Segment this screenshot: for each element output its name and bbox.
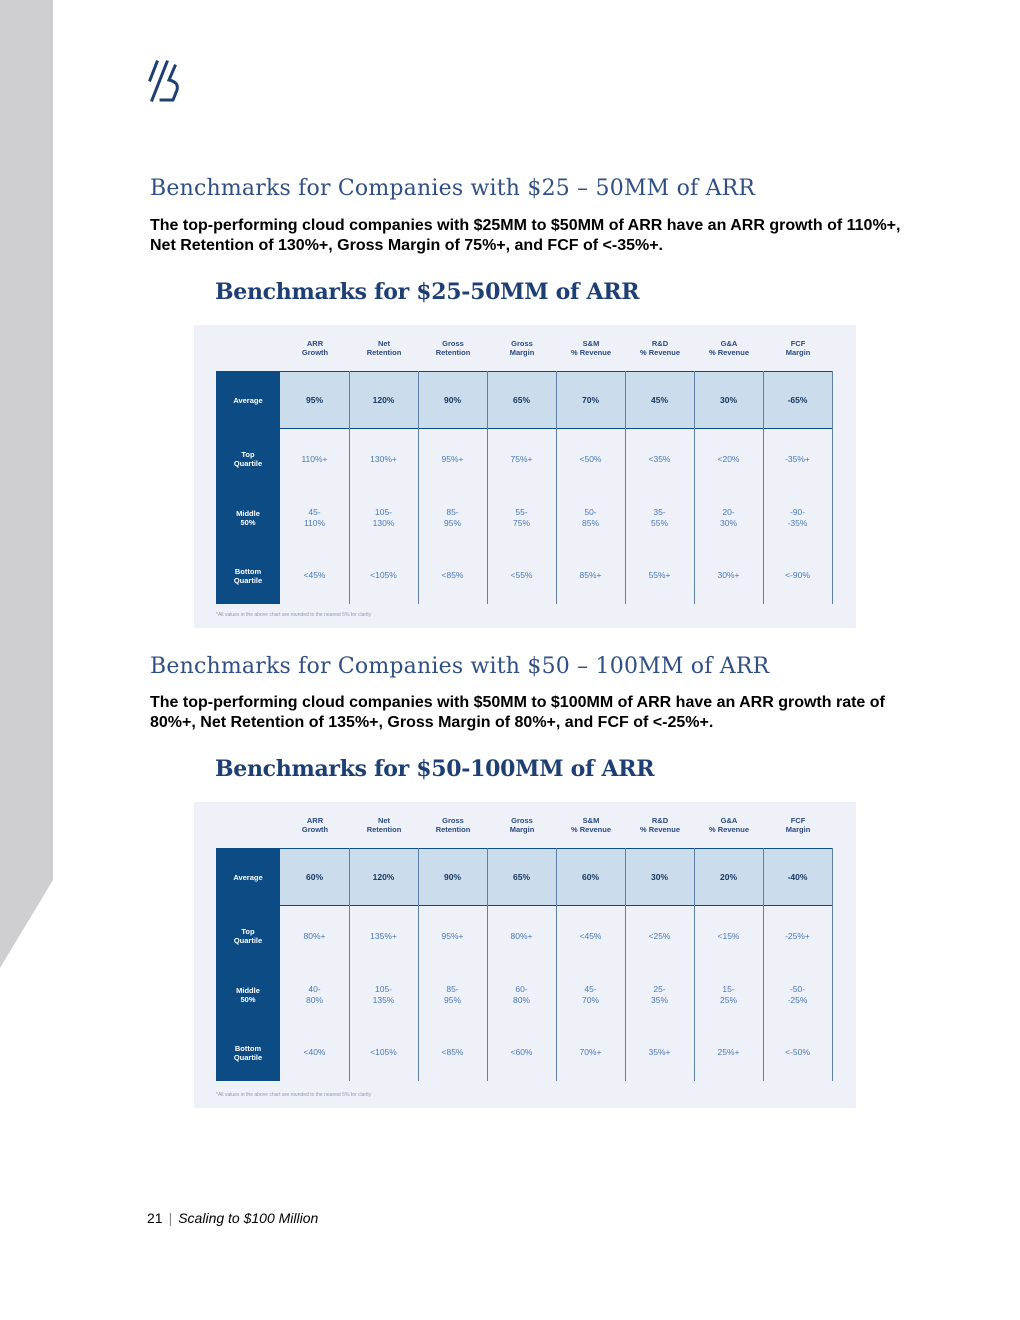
table-cell: 45% — [650, 394, 668, 405]
table-cell: 85%+ — [579, 570, 602, 580]
table-cell: <45% — [303, 570, 326, 580]
column-header: Net Retention — [366, 816, 402, 834]
table-cell: <35% — [648, 453, 671, 464]
column-header: Gross Retention — [435, 339, 471, 357]
table-cell: 95%+ — [441, 930, 464, 941]
row-label: Middle 50% — [236, 986, 260, 1004]
table-cell: <45% — [579, 930, 602, 941]
section-paragraph: The top-performing cloud companies with $50MM to $100MM of ARR have an ARR growth rate of 80%+, Net Retention of 135%+, Gross Margin of 80%+, and FCF of <-25%+. — [150, 694, 885, 731]
table-cell: 60% — [305, 871, 323, 882]
row-label: Bottom Quartile — [233, 1043, 263, 1062]
table-cell: 45- 70% — [581, 984, 599, 1005]
company-logo-icon — [147, 60, 183, 104]
table-cell: 45- 110% — [303, 507, 326, 528]
section-paragraph: The top-performing cloud companies with $25MM to $50MM of ARR have an ARR growth of 110%+, Net Retention of 130%+, Gross Margin of 75%+, and FCF of <-35%+. — [150, 217, 901, 254]
column-header: FCF Margin — [785, 339, 811, 357]
table-cell: 65% — [512, 871, 530, 882]
row-label: Top Quartile — [233, 450, 263, 468]
figure-title: Benchmarks for $50-100MM of ARR — [215, 756, 655, 782]
table-cell: <40% — [303, 1047, 326, 1057]
column-header: Net Retention — [366, 339, 402, 357]
table-cell: 55- 75% — [512, 507, 530, 528]
table-cell: <-90% — [785, 570, 810, 580]
row-label: Average — [233, 395, 263, 405]
section-heading: Benchmarks for Companies with $25 – 50MM of ARR — [150, 176, 756, 201]
page-footer — [147, 1210, 318, 1226]
column-header: G&A % Revenue — [708, 816, 750, 834]
table-cell: 25%+ — [717, 1047, 740, 1057]
table-cell: 80%+ — [303, 930, 326, 941]
table-cell: 105- 130% — [372, 507, 395, 528]
table-cell: 60% — [581, 871, 599, 882]
column-divider — [832, 848, 833, 1081]
table-cell: <25% — [648, 930, 671, 941]
table-cell: <15% — [717, 930, 740, 941]
table-cell: -65% — [787, 394, 808, 405]
table-cell: 95%+ — [441, 453, 464, 464]
column-divider — [832, 371, 833, 604]
table-cell: 35%+ — [648, 1047, 671, 1057]
column-header: Gross Retention — [435, 816, 471, 834]
table-cell: 40- 80% — [305, 984, 323, 1005]
table-cell: 30% — [650, 871, 668, 882]
table-cell: -25%+ — [785, 930, 810, 941]
table-cell: <105% — [370, 1047, 397, 1057]
table-cell: <60% — [510, 1047, 533, 1057]
table-cell: 120% — [372, 394, 395, 405]
column-header: S&M % Revenue — [570, 339, 612, 357]
table-cell: 35- 55% — [650, 507, 668, 528]
benchmark-table-card — [194, 325, 856, 628]
column-headers — [194, 325, 856, 370]
table-cell: 130%+ — [370, 453, 397, 464]
row-label: Top Quartile — [233, 927, 263, 945]
table-cell: 25- 35% — [650, 984, 668, 1005]
benchmark-table-card — [194, 802, 856, 1108]
column-header: FCF Margin — [785, 816, 811, 834]
table-cell: 75%+ — [510, 453, 533, 464]
table-cell: <50% — [579, 453, 602, 464]
table-cell: -40% — [787, 871, 808, 882]
row-label-column — [216, 848, 280, 1081]
table-cell: 90% — [443, 394, 461, 405]
column-header: S&M % Revenue — [570, 816, 612, 834]
table-cell: 105- 135% — [372, 984, 395, 1005]
document-title: Scaling to $100 Million — [178, 1210, 319, 1226]
table-cell: 85- 95% — [443, 507, 461, 528]
table-cell: <20% — [717, 453, 740, 464]
table-cell: -50- -25% — [787, 984, 808, 1005]
table-cell: 135%+ — [370, 930, 397, 941]
table-cell: -90- -35% — [787, 507, 808, 528]
row-label-column — [216, 371, 280, 604]
table-cell: 30%+ — [717, 570, 740, 580]
section-heading: Benchmarks for Companies with $50 – 100MM of ARR — [150, 654, 770, 679]
row-label: Bottom Quartile — [233, 566, 263, 585]
table-cell: 70% — [581, 394, 599, 405]
column-header: G&A % Revenue — [708, 339, 750, 357]
table-cell: 80%+ — [510, 930, 533, 941]
table-cell: <-50% — [785, 1047, 810, 1057]
table-cell: 15- 25% — [719, 984, 737, 1005]
column-headers — [194, 802, 856, 847]
column-header: ARR Growth — [301, 816, 329, 834]
column-header: Gross Margin — [509, 339, 535, 357]
figure-title: Benchmarks for $25-50MM of ARR — [215, 279, 640, 305]
page-number: 21 — [147, 1210, 163, 1226]
table-cell: <55% — [510, 570, 533, 580]
table-cell: <105% — [370, 570, 397, 580]
table-footnote: *All values in the above chart are rounded to the nearest 5% for clarity — [216, 1092, 372, 1098]
table-cell: 60- 80% — [512, 984, 530, 1005]
table-cell: 95% — [305, 394, 323, 405]
table-cell: 55%+ — [648, 570, 671, 580]
table-cell: 20- 30% — [719, 507, 737, 528]
column-header: R&D % Revenue — [639, 339, 681, 357]
row-label: Average — [233, 872, 263, 882]
table-cell: 20% — [719, 871, 737, 882]
column-header: ARR Growth — [301, 339, 329, 357]
table-cell: 110%+ — [301, 453, 328, 464]
table-cell: 120% — [372, 871, 395, 882]
table-cell: <85% — [441, 1047, 464, 1057]
column-header: R&D % Revenue — [639, 816, 681, 834]
table-cell: 90% — [443, 871, 461, 882]
column-header: Gross Margin — [509, 816, 535, 834]
table-cell: <85% — [441, 570, 464, 580]
table-cell: 30% — [719, 394, 737, 405]
table-cell: 50- 85% — [581, 507, 599, 528]
table-footnote: *All values in the above chart are rounded to the nearest 5% for clarity — [216, 612, 372, 618]
side-band-decoration — [0, 0, 60, 980]
table-cell: -35%+ — [785, 453, 810, 464]
row-label: Middle 50% — [236, 509, 260, 527]
table-cell: 85- 95% — [443, 984, 461, 1005]
table-cell: 70%+ — [579, 1047, 602, 1057]
footer-separator: | — [168, 1210, 173, 1226]
table-cell: 65% — [512, 394, 530, 405]
